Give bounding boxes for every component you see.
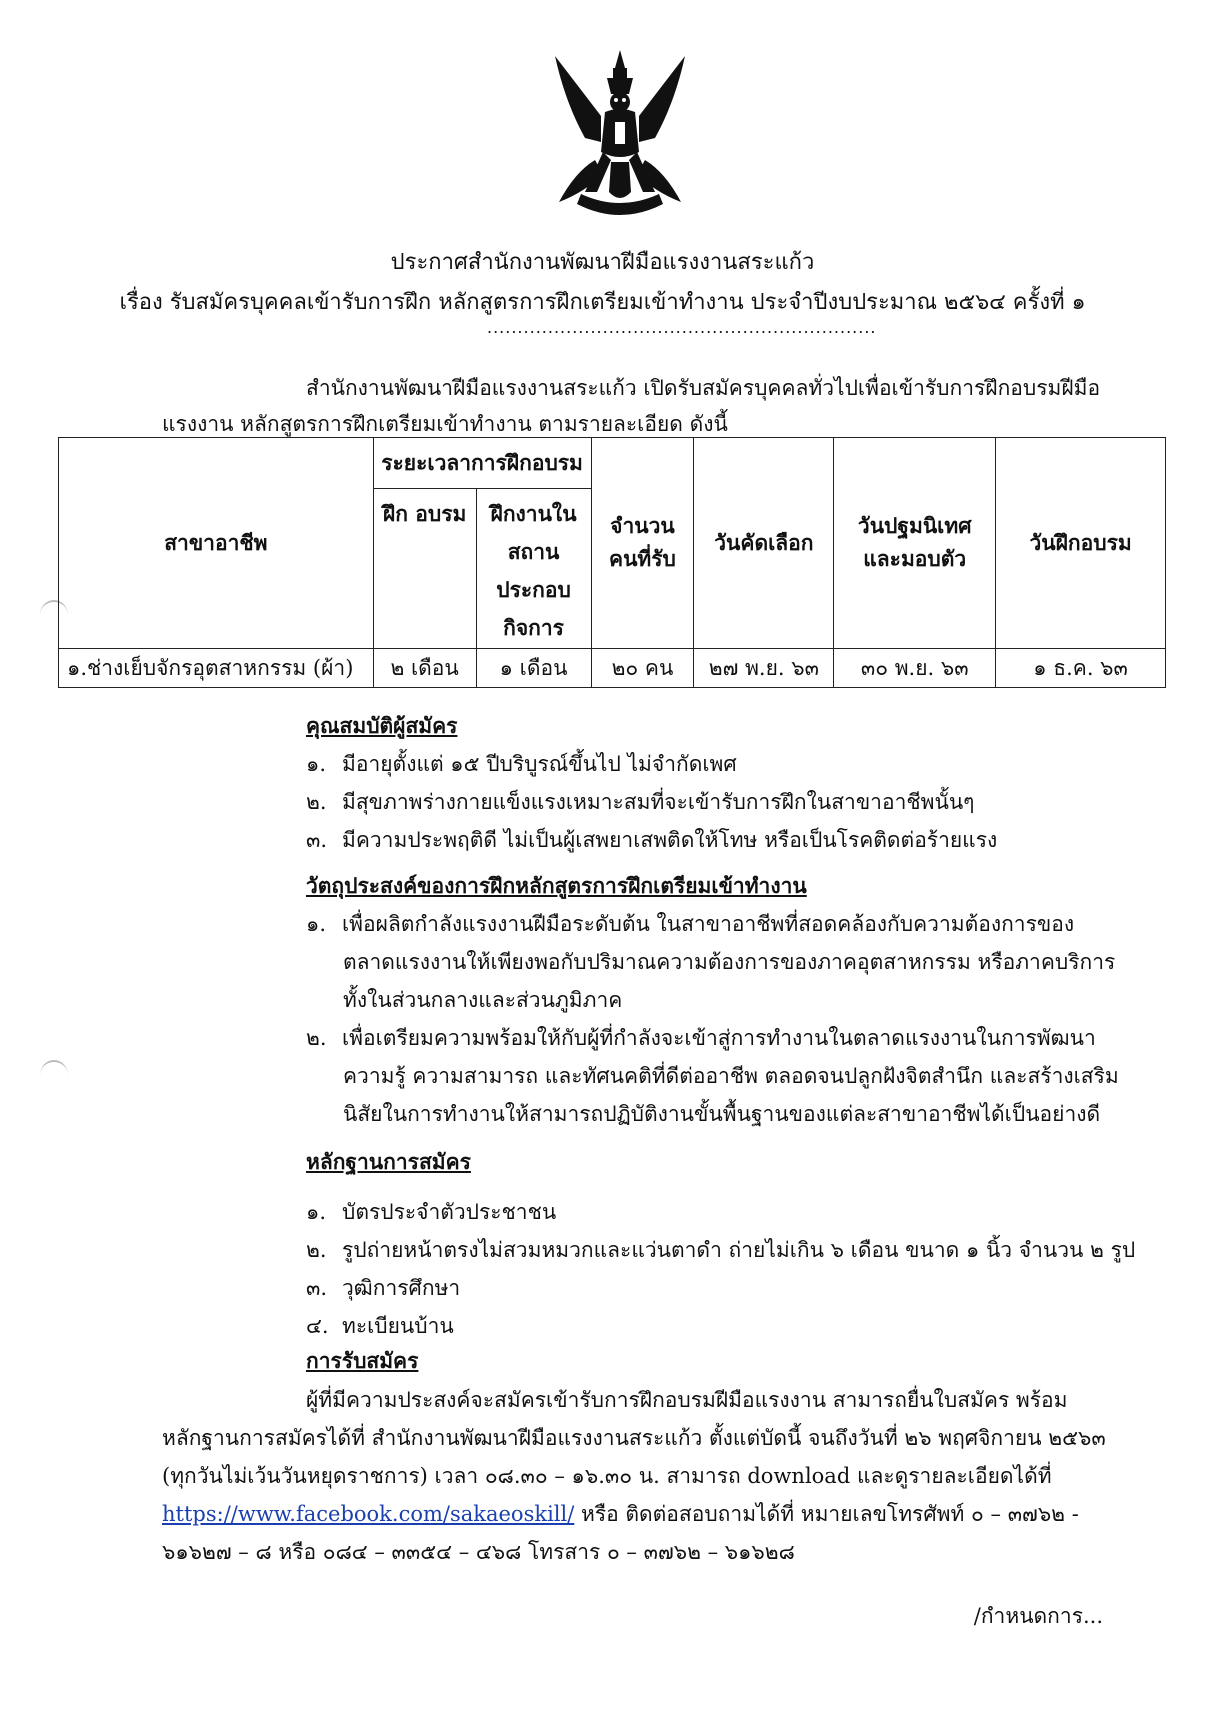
scan-mark	[40, 1060, 68, 1090]
cell-selection: ๒๗ พ.ย. ๖๓	[694, 649, 834, 688]
list-item: ๒. มีสุขภาพร่างกายแข็งแรงเหมาะสมที่จะเข้ารับการฝึกในสาขาอาชีพนั้นๆ	[306, 790, 975, 814]
qualifications-heading: คุณสมบัติผู้สมัคร	[306, 713, 458, 738]
list-item: ๓. วุฒิการศึกษา	[306, 1276, 461, 1300]
header-start: วันฝึกอบรม	[996, 438, 1166, 649]
header-workplace: ฝึกงานใน สถาน ประกอบ กิจการ	[476, 489, 591, 649]
cell-start: ๑ ธ.ค. ๖๓	[996, 649, 1166, 688]
list-item: ๓. มีความประพฤติดี ไม่เป็นผู้เสพยาเสพติดให้โทษ หรือเป็นโรคติดต่อร้ายแรง	[306, 828, 998, 852]
document-title: ประกาศสำนักงานพัฒนาฝีมือแรงงานสระแก้ว	[390, 250, 815, 275]
list-item: ๒. เพื่อเตรียมความพร้อมให้กับผู้ที่กำลังจะเข้าสู่การทำงานในตลาดแรงงานในการพัฒนา	[306, 1026, 1096, 1050]
list-item: ๒. รูปถ่ายหน้าตรงไม่สวมหมวกและแว่นตาดำ ถ่ายไม่เกิน ๖ เดือน ขนาด ๑ นิ้ว จำนวน ๒ รูป	[306, 1238, 1136, 1262]
garuda-emblem-icon	[545, 42, 695, 228]
header-count: จำนวน คนที่รับ	[591, 438, 694, 649]
cell-field: ๑.ช่างเย็บจักรอุตสาหกรรม (ผ้า)	[59, 649, 374, 688]
course-table	[58, 437, 1166, 688]
intro-line-2: แรงงาน หลักสูตรการฝึกเตรียมเข้าทำงาน ตามรายละเอียด ดังนี้	[162, 412, 728, 436]
cell-training: ๒ เดือน	[373, 649, 476, 688]
application-line-2: หลักฐานการสมัครได้ที่ สำนักงานพัฒนาฝีมือแรงงานสระแก้ว ตั้งแต่บัดนี้ จนถึงวันที่ ๒๖ พฤศจิกายน ๒๕๖๓	[162, 1426, 1106, 1450]
header-selection: วันคัดเลือก	[694, 438, 834, 649]
title-separator: ................................................................	[487, 318, 877, 337]
cell-count: ๒๐ คน	[591, 649, 694, 688]
header-field: สาขาอาชีพ	[59, 438, 374, 649]
objectives-heading: วัตถุประสงค์ของการฝึกหลักสูตรการฝึกเตรียมเข้าทำงาน	[306, 873, 807, 898]
header-training: ฝึก อบรม	[373, 489, 476, 649]
application-heading: การรับสมัคร	[306, 1348, 419, 1373]
facebook-link[interactable]: https://www.facebook.com/sakaeoskill/	[162, 1502, 575, 1526]
application-line-3: (ทุกวันไม่เว้นวันหยุดราชการ) เวลา ๐๘.๓๐ – ๑๖.๓๐ น. สามารถ download และดูรายละเอียดได้ที่	[162, 1464, 1052, 1488]
application-line-1: ผู้ที่มีความประสงค์จะสมัครเข้ารับการฝึกอบรมฝีมือแรงงาน สามารถยื่นใบสมัคร พร้อม	[306, 1388, 1068, 1412]
list-item-continued: นิสัยในการทำงานให้สามารถปฏิบัติงานขั้นพื้นฐานของแต่ละสาขาอาชีพได้เป็นอย่างดี	[343, 1102, 1101, 1126]
list-item-continued: ความรู้ ความสามารถ และทัศนคติที่ดีต่ออาชีพ ตลอดจนปลูกฝังจิตสำนึก และสร้างเสริม	[343, 1064, 1119, 1088]
list-item: ๑. บัตรประจำตัวประชาชน	[306, 1200, 557, 1224]
intro-line-1: สำนักงานพัฒนาฝีมือแรงงานสระแก้ว เปิดรับสมัครบุคคลทั่วไปเพื่อเข้ารับการฝึกอบรมฝีมือ	[306, 376, 1101, 400]
header-duration: ระยะเวลาการฝึกอบรม	[373, 438, 591, 489]
cell-workplace: ๑ เดือน	[476, 649, 591, 688]
list-item-continued: ตลาดแรงงานให้เพียงพอกับปริมาณความต้องการของภาคอุตสาหกรรม หรือภาคบริการ	[343, 950, 1116, 974]
evidence-heading: หลักฐานการสมัคร	[306, 1149, 471, 1174]
cell-orientation: ๓๐ พ.ย. ๖๓	[834, 649, 996, 688]
list-item-continued: ทั้งในส่วนกลางและส่วนภูมิภาค	[343, 988, 623, 1012]
application-line-5: ๖๑๖๒๗ – ๘ หรือ ๐๘๔ – ๓๓๕๔ – ๔๖๘ โทรสาร ๐ – ๓๗๖๒ – ๖๑๖๒๘	[162, 1540, 795, 1564]
table-row	[59, 649, 1166, 688]
document-subject: เรื่อง รับสมัครบุคคลเข้ารับการฝึก หลักสูตรการฝึกเตรียมเข้าทำงาน ประจำปีงบประมาณ ๒๕๖๔ ครั้งที่ ๑	[119, 290, 1086, 315]
list-item: ๑. มีอายุตั้งแต่ ๑๕ ปีบริบูรณ์ขึ้นไป ไม่จำกัดเพศ	[306, 752, 737, 776]
continued-marker: /กำหนดการ...	[973, 1604, 1103, 1628]
application-line-4: https://www.facebook.com/sakaeoskill/ หรือ ติดต่อสอบถามได้ที่ หมายเลขโทรศัพท์ ๐ – ๓๗๖๒ -	[162, 1502, 1079, 1526]
list-item: ๔. ทะเบียนบ้าน	[306, 1314, 454, 1338]
list-item: ๑. เพื่อผลิตกำลังแรงงานฝีมือระดับต้น ในสาขาอาชีพที่สอดคล้องกับความต้องการของ	[306, 912, 1075, 936]
header-orientation: วันปฐมนิเทศ และมอบตัว	[834, 438, 996, 649]
